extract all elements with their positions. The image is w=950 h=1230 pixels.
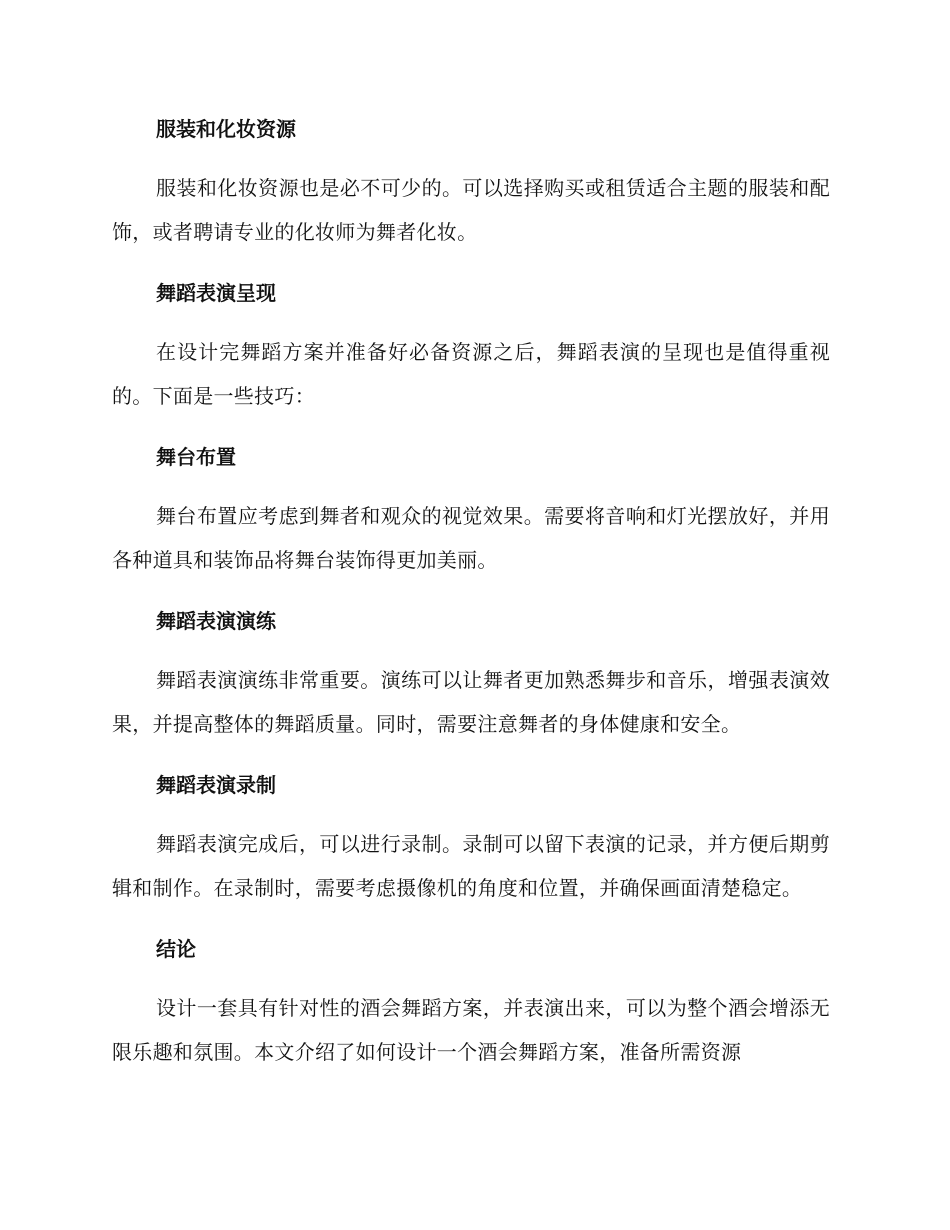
section-stage-setup <box>112 438 830 582</box>
section-heading: 结论 <box>156 937 196 961</box>
section-heading: 舞台布置 <box>156 445 236 469</box>
section-heading: 舞蹈表演呈现 <box>156 281 276 305</box>
section-heading: 舞蹈表演演练 <box>156 609 276 633</box>
section-performance-presentation <box>112 274 830 418</box>
section-conclusion <box>112 930 830 1074</box>
section-recording <box>112 766 830 910</box>
section-paragraph: 设计一套具有针对性的酒会舞蹈方案，并表演出来，可以为整个酒会增添无限乐趣和氛围。本文介绍了如何设计一个酒会舞蹈方案，准备所需资源 <box>112 996 830 1064</box>
section-paragraph: 在设计完舞蹈方案并准备好必备资源之后，舞蹈表演的呈现也是值得重视的。下面是一些技巧： <box>112 340 830 408</box>
section-heading: 服装和化妆资源 <box>156 117 296 141</box>
section-heading: 舞蹈表演录制 <box>156 773 276 797</box>
section-rehearsal <box>112 602 830 746</box>
section-paragraph: 服装和化妆资源也是必不可少的。可以选择购买或租赁适合主题的服装和配饰，或者聘请专业的化妆师为舞者化妆。 <box>112 176 830 244</box>
section-paragraph: 舞蹈表演完成后，可以进行录制。录制可以留下表演的记录，并方便后期剪辑和制作。在录制时，需要考虑摄像机的角度和位置，并确保画面清楚稳定。 <box>112 832 830 900</box>
section-paragraph: 舞台布置应考虑到舞者和观众的视觉效果。需要将音响和灯光摆放好，并用各种道具和装饰品将舞台装饰得更加美丽。 <box>112 504 830 572</box>
section-costume-makeup <box>112 110 830 254</box>
section-paragraph: 舞蹈表演演练非常重要。演练可以让舞者更加熟悉舞步和音乐，增强表演效果，并提高整体的舞蹈质量。同时，需要注意舞者的身体健康和安全。 <box>112 668 830 736</box>
